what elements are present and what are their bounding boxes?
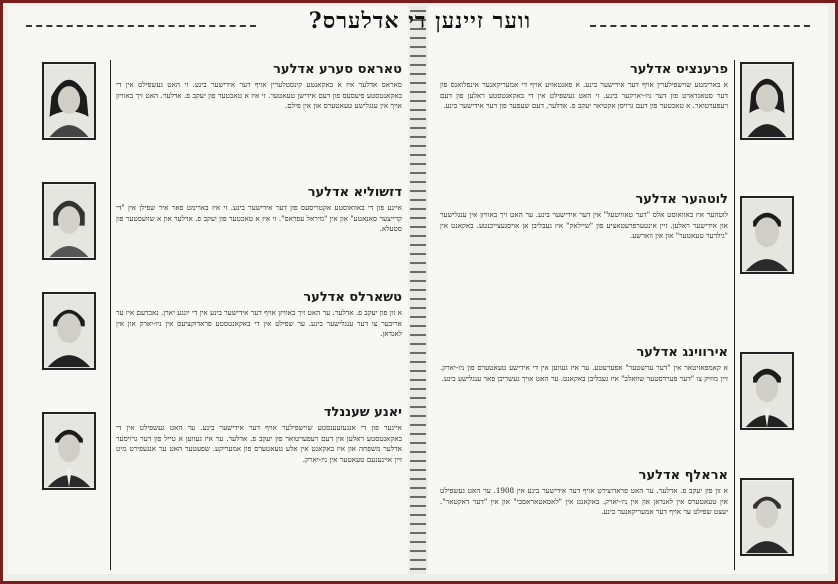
bio-name: אראלף אדלער <box>638 468 728 483</box>
bio-left-4 <box>116 405 402 465</box>
portrait-photo <box>740 478 794 556</box>
left-column-rule <box>110 60 111 570</box>
bio-name: טאראס סערע אדלער <box>273 62 402 77</box>
bio-left-3 <box>116 290 402 340</box>
portrait-photo <box>740 196 794 274</box>
bio-name: יאנע שעננלד <box>323 405 402 420</box>
bio-name: טשארלס אדלער <box>303 290 402 305</box>
bio-text: א זון פון יעקב פ. אדלער. ער האט פראדוצירט אויף דער אידישער בינע אין 1908. ער האט געשפילט אין טעאטערס אין לאנדאן און אין ניו-יארק. באקאנט אין "לאסאטאראסבי" און אין "דער דאקטאר". יעצט שפילט ער אויף דער אמעריקאנער בינע. <box>440 486 728 517</box>
portrait-photo <box>740 62 794 140</box>
bio-text: איינער פון די אנגעזעענסטע שוישפילער אויף דער אידישער בינע. ער האט געשפילט אין די באקאנטסטע ראלען אין דעם רעפערטואר פון יעקב פ. אדלער. ער איז געווען א טייל פון דער גרויסער אדלער משפחה און איז באקאנט אין אלע טעאטערס פון אמעריקע. שפעטער האט ער אנגעפירט מיט זיין אייגענעם טעאטער אין ניו-יארק. <box>116 423 402 464</box>
bio-name: אירווינג אדלער <box>636 345 728 360</box>
bio-left-2 <box>116 185 402 235</box>
bio-text: א קאמפאזיטאר אין "דער ערשטער" אפערעטע. ער איז געווען אין די אידישע טעאטערס פון ניו-יארק. זיין מוזיק צו "דער פערדסטער שוואלב" איז געבליבן באקאנט. ער האט אויך געשריבן פאר ענגלישע בינע. <box>440 363 728 383</box>
portrait-photo <box>42 62 96 140</box>
bio-right-2 <box>440 192 728 242</box>
spiral-binding <box>410 6 426 574</box>
portrait-photo <box>42 292 96 370</box>
title-decoration-right <box>590 25 810 30</box>
bio-right-1 <box>440 62 728 112</box>
title-decoration-left <box>26 25 256 30</box>
bio-text: איינע פון די באוואוסטע אקטריסעס פון דער אידישער בינע. זי איז בארימט פאר איר שפילן אין "די קרייצער סאנאטע" און אין "מיראל עפראס". זי איז א טאכטער פון יעקב פ. אדלער און א שוועסטער פון סטעלא. <box>116 203 402 234</box>
bio-text: א זון פון יעקב פ. אדלער. ער האט זיך באוויזן אויף דער אידישער בינע אין די יונגע יארן. נאכדעם איז ער אריבער צו דער ענגלישער בינע. ער שפילט אין די באקאנטסטע פראדוקציעס אין ניו-יארק און אין לאנדאן. <box>116 308 402 339</box>
bio-left-1 <box>116 62 402 112</box>
bio-name: דזשוליא אדלער <box>307 185 402 200</box>
portrait-photo <box>42 182 96 260</box>
bio-right-3 <box>440 345 728 384</box>
bio-text: א בארימטע שוישפילערין אויף דער אידישער בינע. א פאנטאזיע אויף די אמעריקאנער אינפלואנס פון דער סטאנדארט פון דער ניו-יארקער בינע. זי האט געשפילט אין די באקאנטסטע ראלען פון דעם רעפערטואר. א טאכטער פון דעם גרויסן אקטיאר יעקב פ. אדלער, דעם שעפער פון דער אידישער בינע. <box>440 80 728 111</box>
page-title: ווער זיינען די אדלערס? <box>308 8 532 34</box>
bio-right-4 <box>440 468 728 518</box>
bio-name: לוטהער אדלער <box>635 192 728 207</box>
portrait-photo <box>740 352 794 430</box>
right-column-rule <box>734 60 735 570</box>
bio-name: פרענציס אדלער <box>629 62 728 77</box>
portrait-photo <box>42 412 96 490</box>
bio-text: סאראס אדלער איז א באקאנטע קינסטלערין אויף דער אידישער בינע. זי האט געשפילט אין די באקאנטסטע פיעסעס פון דעם אידישן טעאטער. זי איז א טאכטער פון יעקב פ. אדלער. האט זיך באוויזן אויך אין ענגלישע טעאטערס און אין פילם. <box>116 80 402 111</box>
bio-text: לוטהער איז באוואוסט אלס "דער טאוויטעל" אין דער אידישער בינע. ער האט זיך באוויזן אין ענגלישער און אידישער ראלען. זיין אינטערפרעטאציע פון "שיילאק" איז געבליבן אן אויסגעצייכנטע. באקאנט אין "גילדער טעאטער" און אין ווארשע. <box>440 210 728 241</box>
